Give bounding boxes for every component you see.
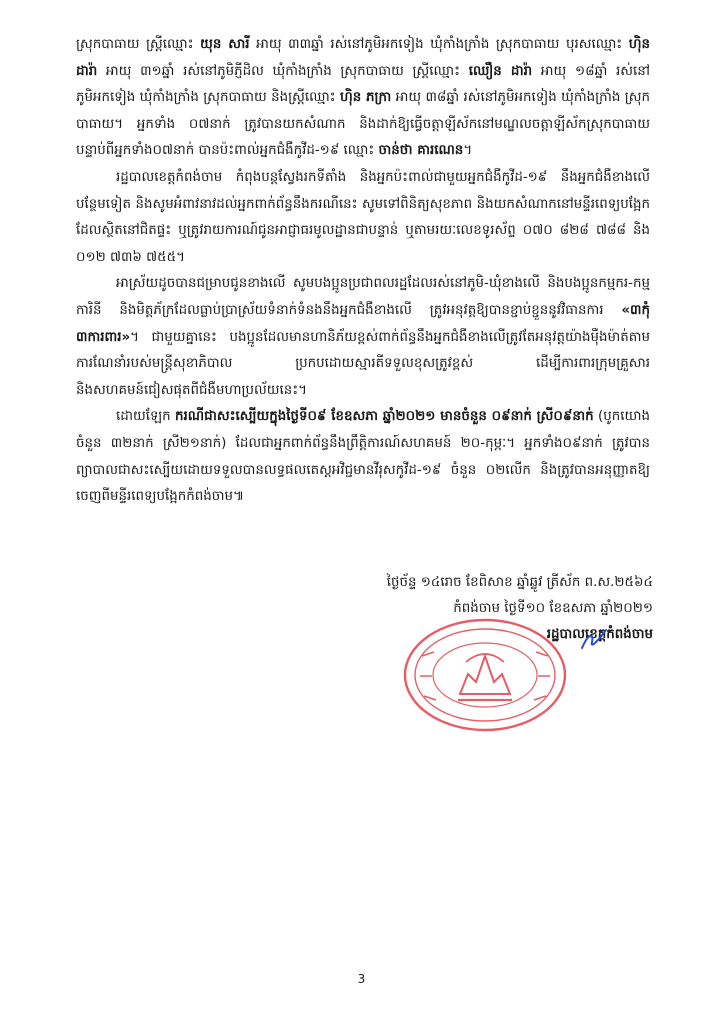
seal-icon bbox=[400, 616, 570, 734]
bold-text-run: «៣កុំ ៣ការពារ» bbox=[76, 302, 650, 345]
page-number: 3 bbox=[357, 972, 366, 986]
place-date: កំពង់ចាម ថ្ងៃទី១០ ខែឧសភា ឆ្នាំ២០២១ bbox=[453, 601, 653, 616]
bold-text-run: ករណីជាសះស្បើយក្នុងថ្ងៃទី០៩ ខែឧសភា ឆ្នាំ២០២១ មានចំនួន ០៩នាក់ ស្រី០៩នាក់ bbox=[174, 409, 594, 425]
text-run: ដោយឡែក bbox=[116, 409, 175, 425]
official-seal-stamp bbox=[400, 616, 570, 734]
paragraph-2: រដ្ឋបាលខេត្តកំពង់ចាម កំពុងបន្តស្វែងរកទីតាំង និងអ្នកប៉ះពាល់ជាមួយអ្នកជំងឺកូវីដ-១៩ នឹងអ្នកជំងឺខាងលើបន្ថែមទៀត និងសូមអំពាវនាវដល់អ្នកពាក់ព័ន្ធនឹងករណីនេះ សូមទៅពិនិត្យសុខភាព និងយកសំណាកនៅមន្ទីរពេទ្យបង្អែកដែលស្ថិតនៅជិតផ្ទះ ឬត្រូវរាយការណ៍ជូនអាជ្ញាធរមូលដ្ឋានជាបន្ទាន់ ឬតាមរយៈលេខទូរស័ព្ទ ០៧០ ៨២៨ ៧៨៨ និង ០១២ ៧៣៦ ៧៥៥។ bbox=[76, 169, 650, 265]
paragraph-4 bbox=[76, 404, 650, 510]
text-run: ។ ជាមួយគ្នានេះ បងប្អូនដែលមានហានិភ័យខ្ពស់ពាក់ព័ន្ធនឹងអ្នកជំងឺខាងលើត្រូវតែអនុវត្តយ៉ាងម៉ឺងម៉ាត់តាមការណែនាំរបស់មន្ត្រីសុខាភិបាល ប្រកបដោយស្មារតីទទួលខុសត្រូវខ្ពស់ ដើម្បីការពារក្រុមគ្រួសារ និងសហគមន៍ជៀសផុតពីជំងឺមហាប្រល័យនេះ។ bbox=[76, 329, 650, 398]
bold-text-run: ចាន់ថា គារណេន bbox=[378, 143, 464, 159]
text-run: អាយុ ៣១ឆ្នាំ រស់នៅភូមិភ្ញីដិល ឃុំកាំងក្រាំង ស្រុកបាធាយ ស្ត្រីឈ្មោះ bbox=[97, 63, 469, 79]
text-run: អាយុ ៣៨ឆ្នាំ រស់នៅភូមិអកទៀង ឃុំកាំងក្រាំង ស្រុកបាធាយ។ អ្នកទាំង ០៧នាក់ ត្រូវបានយកសំណាក និងដាក់ឱ្យធ្វើចត្តាឡីស័កនៅមណ្ឌលចត្តាឡីស័កស្រុកបាធាយ បន្ទាប់ពីអ្នកទាំង០៧នាក់ បានប៉ះពាល់អ្នកជំងឺកូវីដ-១៩ ឈ្មោះ bbox=[76, 90, 651, 159]
bold-text-run: ឈឿន ដារ៉ា bbox=[468, 63, 533, 79]
bold-text-run: ហ៊ិន ភក្រា bbox=[339, 90, 392, 106]
text-run: ។ bbox=[463, 143, 473, 159]
handwritten-signature bbox=[578, 628, 610, 652]
paragraph-1 bbox=[76, 32, 650, 165]
lunar-date: ថ្ងៃច័ន្ទ ១៤រោច ខែពិសាខ ឆ្នាំឆ្លូវ ត្រីស័ក ព.ស.២៥៦៤ bbox=[386, 575, 653, 590]
paragraph-3 bbox=[76, 271, 650, 404]
signature-icon bbox=[578, 628, 610, 652]
bold-text-run: ហ៊ិន ដារ៉ា bbox=[76, 37, 650, 79]
text-run: អាយុ ៣៣ឆ្នាំ រស់នៅភូមិអកទៀង ឃុំកាំងក្រាំង ស្រុកបាធាយ បុរសឈ្មោះ bbox=[249, 37, 629, 52]
body-text bbox=[76, 32, 650, 511]
text-run: អាយុ ១៨ឆ្នាំ រស់នៅភូមិអកទៀង ឃុំកាំងក្រាំង ស្រុកបាធាយ និងស្ត្រីឈ្មោះ bbox=[76, 63, 650, 106]
bold-text-run: យុន សារី bbox=[200, 37, 250, 52]
text-run: អាស្រ័យដូចបានជម្រាបជូនខាងលើ សូមបងប្អូនប្រជាពលរដ្ឋដែលរស់នៅភូមិ-ឃុំខាងលើ និងបងប្អូនកម្មករ-កម្មការិនី និងមិត្តភ័ក្រដែលធ្លាប់ប្រាស្រ័យទំនាក់ទំនងនឹងអ្នកជំងឺខាងលើ ត្រូវអនុវត្តឱ្យបានខ្ជាប់ខ្ជួននូវវិធានការ bbox=[76, 276, 650, 318]
issuing-office: រដ្ឋបាលខេត្តកំពង់ចាម bbox=[546, 627, 653, 642]
text-run: ស្រុកបាធាយ ស្ត្រីឈ្មោះ bbox=[76, 37, 201, 52]
text-run: (បូកយោង ចំនួន ៣២នាក់ ស្រី២១នាក់) ដែលជាអ្នកពាក់ព័ន្ធនឹងព្រឹត្តិការណ៍សហគមន៍ ២០-កុម្ភៈ។ អ្នកទាំង០៩នាក់ ត្រូវបានព្យាបាលជាសះស្បើយដោយទទួលបានលទ្ធផលតេស្តអវិជ្ជមានវីរុសកូវីដ-១៩ ចំនួន ០២លើក និងត្រូវបានអនុញ្ញាតឱ្យចេញពីមន្ទីរពេទ្យបង្អែកកំពង់ចាម៕ bbox=[76, 409, 650, 505]
